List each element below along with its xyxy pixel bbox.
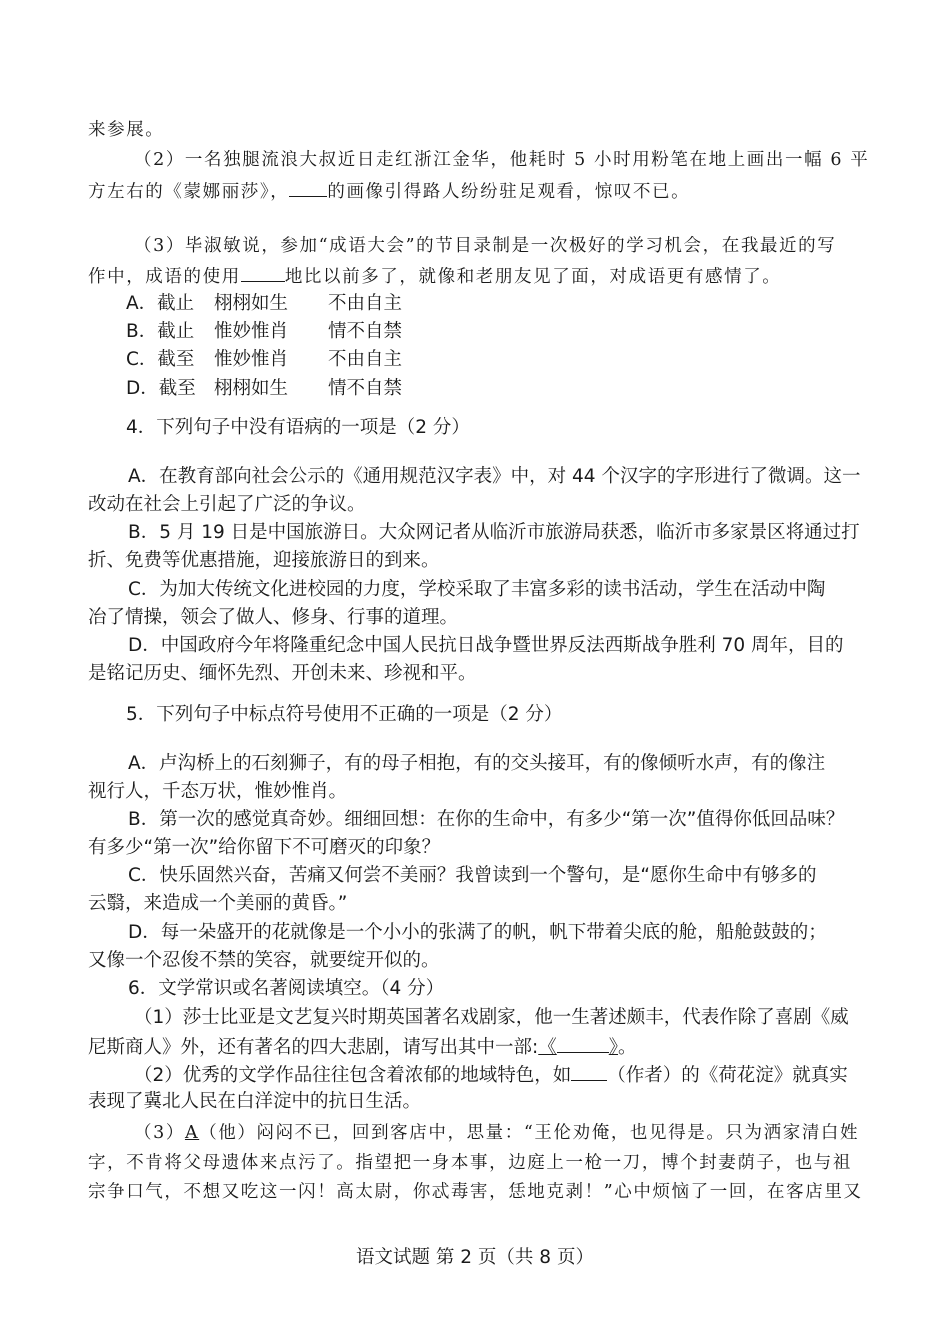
q3-item2-line1: （2）一名独腿流浪大叔近日走红浙江金华，他耗时 5 小时用粉笔在地上画出一幅 6 平: [134, 150, 870, 170]
q3-option-c-label: C．截至: [126, 349, 195, 370]
q6-s2-line1b: （作者）的《荷花淀》就真实: [607, 1065, 848, 1086]
q3-option-d-word1: 栩栩如生: [214, 378, 289, 399]
q4-a-line2: 改动在社会上引起了广泛的争议。: [88, 494, 366, 515]
q4-a-line1: A．在教育部向社会公示的《通用规范汉字表》中，对 44 个汉字的字形进行了微调。这一: [128, 466, 861, 487]
q4-b-line2: 折、免费等优惠措施，迎接旅游日的到来。: [88, 550, 440, 571]
q3-item2-line2b: 的画像引得路人纷纷驻足观看，惊叹不已。: [327, 182, 691, 202]
q3-item2-line2: [88, 178, 690, 204]
q5-a-line2: 视行人，千态万状，惟妙惟肖。: [88, 781, 348, 802]
q6-s2-line1a: （2）优秀的文学作品往往包含着浓郁的地域特色，如: [134, 1065, 572, 1086]
q6-s1-line2: [88, 1034, 637, 1060]
q3-item2-line2a: 方左右的《蒙娜丽莎》，: [88, 182, 290, 202]
q6-s1-line1: （1）莎士比亚是文艺复兴时期英国著名戏剧家，他一生著述颇丰，代表作除了喜剧《威: [134, 1007, 849, 1028]
q3-option-b: [126, 320, 402, 344]
q6-s1-bracket-close: 》: [608, 1037, 619, 1058]
q4-b-line1: B．5 月 19 日是中国旅游日。大众网记者从临沂市旅游局获悉，临沂市多家景区将通过打: [128, 522, 860, 543]
q6-s3-line1b: （他）闷闷不已，回到客店中，思量：“王伦劝俺，也见得是。只为洒家清白姓: [199, 1123, 860, 1143]
q5-d-line1: D．每一朵盛开的花就像是一个小小的张满了的帆，帆下带着尖底的舱，船舱鼓鼓的；: [128, 922, 827, 943]
q4-d-line2: 是铭记历史、缅怀先烈、开创未来、珍视和平。: [88, 663, 477, 684]
q6-s1-line2a: 尼斯商人》外，还有著名的四大悲剧，请写出其中一部:: [88, 1037, 539, 1058]
q3-item1-tail: 来参展。: [88, 120, 165, 140]
q3-option-b-label: B．截止: [126, 321, 195, 342]
q6-s3-line1a: （3）: [134, 1123, 185, 1143]
q6-s2-line1: [134, 1062, 848, 1088]
q3-item3-blank: [241, 263, 285, 282]
q3-option-b-word1: 惟妙惟肖: [214, 321, 289, 342]
q5-c-line1: C．快乐固然兴奋，苦痛又何尝不美丽？我曾读到一个警句，是“愿你生命中有够多的: [128, 865, 817, 886]
q5-title: 5．下列句子中标点符号使用不正确的一项是（2 分）: [126, 704, 563, 725]
q3-option-d-word2: 情不自禁: [328, 378, 403, 399]
q3-option-d: [126, 377, 402, 401]
q4-title: 4．下列句子中没有语病的一项是（2 分）: [126, 417, 470, 438]
q5-d-line2: 又像一个忍俊不禁的笑容，就要绽开似的。: [88, 950, 440, 971]
q4-d-line1: D．中国政府今年将隆重纪念中国人民抗日战争暨世界反法西斯战争胜利 70 周年，目的: [128, 635, 844, 656]
q5-a-line1: A．卢沟桥上的石刻狮子，有的母子相抱，有的交头接耳，有的像倾听水声，有的像注: [128, 753, 826, 774]
q6-s1-bracket-open: 《: [538, 1037, 557, 1058]
q5-c-line2: 云翳，来造成一个美丽的黄昏。”: [88, 893, 348, 914]
q6-s2-blank: [571, 1062, 607, 1081]
q6-s3-mark: A: [184, 1123, 200, 1143]
page-footer: 语文试题 第 2 页（共 8 页）: [356, 1247, 594, 1268]
q3-item3-line2b: 地比以前多了，就像和老朋友见了面，对成语更有感情了。: [284, 267, 782, 287]
q3-item2-blank: [289, 178, 327, 197]
q4-c-line1: C．为加大传统文化进校园的力度，学校采取了丰富多彩的读书活动，学生在活动中陶: [128, 579, 826, 600]
q6-title: 6．文学常识或名著阅读填空。（4 分）: [128, 978, 445, 999]
q6-s3-line3: 宗争口气，不想又吃这一闪！高太尉，你忒毒害，恁地克剥！”心中烦恼了一回，在客店里又: [88, 1182, 863, 1202]
q6-s3-line2: 字，不肯将父母遗体来点污了。指望把一身本事，边庭上一枪一刀，博个封妻荫子，也与祖: [88, 1153, 852, 1173]
q3-option-a-label: A．截止: [126, 293, 195, 314]
q3-item3-line1: （3）毕淑敏说，参加“成语大会”的节目录制是一次极好的学习机会，在我最近的写: [134, 236, 837, 256]
q3-option-b-word2: 情不自禁: [328, 321, 403, 342]
q6-s1-blank: [557, 1034, 609, 1053]
q5-b-line2: 有多少“第一次”给你留下不可磨灭的印象？: [88, 837, 441, 858]
q3-item3-line2: [88, 263, 781, 289]
q4-c-line2: 冶了情操，领会了做人、修身、行事的道理。: [88, 607, 459, 628]
q3-option-d-label: D．截至: [126, 378, 196, 399]
q6-s2-line2: 表现了冀北人民在白洋淀中的抗日生活。: [88, 1091, 422, 1112]
q3-option-a: [126, 292, 402, 316]
q5-b-line1: B．第一次的感觉真奇妙。细细回想：在你的生命中，有多少“第一次”值得你低回品味？: [128, 809, 845, 830]
q3-option-c: [126, 348, 402, 372]
q6-s1-period: 。: [618, 1037, 637, 1058]
q3-option-c-word1: 惟妙惟肖: [214, 349, 289, 370]
q3-option-c-word2: 不由自主: [328, 349, 403, 370]
q3-item3-line2a: 作中，成语的使用: [88, 267, 241, 287]
q6-s3-line1: [134, 1121, 859, 1145]
q3-option-a-word1: 栩栩如生: [214, 293, 289, 314]
q3-option-a-word2: 不由自主: [328, 293, 403, 314]
